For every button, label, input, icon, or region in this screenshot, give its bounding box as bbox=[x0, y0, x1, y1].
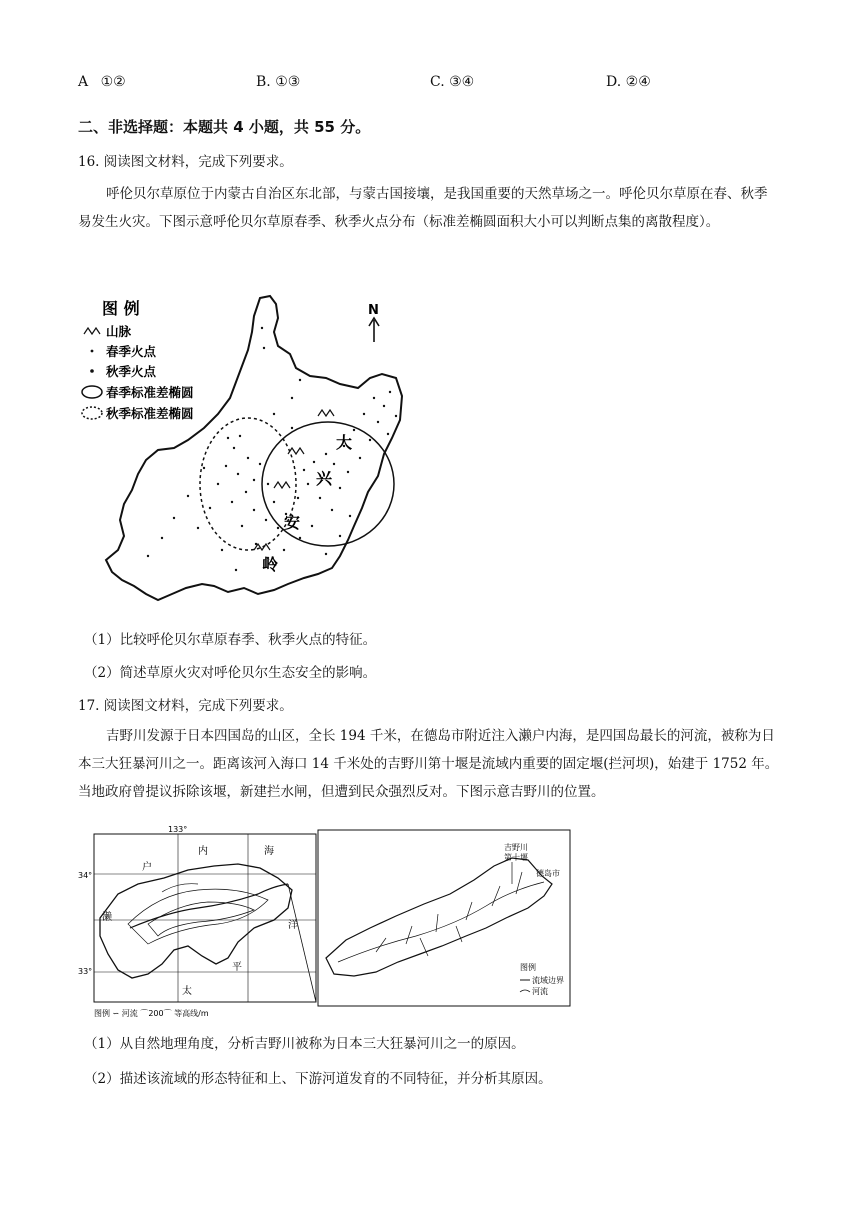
sea-char-2: 海 bbox=[264, 846, 274, 857]
option-b-text: ①③ bbox=[275, 74, 301, 90]
range-char-2: 兴 bbox=[316, 469, 333, 488]
legend-autumn-point-icon bbox=[90, 369, 94, 373]
range-char-3: 安 bbox=[284, 513, 301, 532]
legend-spring-point: 春季火点 bbox=[106, 344, 157, 359]
option-a-text: ①② bbox=[100, 74, 126, 90]
legend-autumn-ellipse-icon bbox=[82, 407, 102, 419]
sea-char-3: 户 bbox=[142, 862, 152, 873]
option-d-text: ②④ bbox=[625, 74, 651, 90]
option-a[interactable] bbox=[78, 74, 126, 90]
left-map-legend: 图例 ∽ 河流 ⌒200⌒ 等高线/m bbox=[94, 1009, 209, 1018]
q17-paragraph: 吉野川发源于日本四国岛的山区，全长 194 千米，在德岛市附近注入濑户内海，是四国岛最长的河流，被称为日本三大狂暴河川之一。距离该河入海口 14 千米处的吉野川第十堰是流域内重要的固定堰(拦河坝)，始建于 1752 年。当地政府曾提议拆除该堰，新建拦水闸，但遭到民众强烈反对。下图示意吉野川的位置。 bbox=[78, 728, 779, 800]
sea-char-1: 内 bbox=[198, 846, 208, 857]
lat-label-top: 34° bbox=[78, 871, 93, 880]
range-char-1: 大 bbox=[336, 433, 353, 452]
city-label: 德岛市 bbox=[536, 869, 560, 878]
q17-sub2: （2）描述该流域的形态特征和上、下游河道发育的不同特征，并分析其原因。 bbox=[84, 1071, 552, 1087]
right-legend-title: 图例 bbox=[520, 963, 536, 972]
weir-label-2: 第十堰 bbox=[504, 853, 528, 862]
autumn-ellipse bbox=[200, 418, 296, 550]
option-c-text: ③④ bbox=[449, 74, 475, 90]
right-legend-1: 流域边界 bbox=[532, 976, 564, 985]
ocean-char-2: 平 bbox=[232, 962, 242, 973]
option-d[interactable] bbox=[606, 74, 651, 90]
option-b[interactable] bbox=[256, 74, 300, 90]
section-title: 二、非选择题：本题共 4 小题，共 55 分。 bbox=[78, 118, 371, 136]
river-network bbox=[338, 872, 544, 962]
q16-title: 16. 阅读图文材料，完成下列要求。 bbox=[78, 154, 293, 170]
lon-label: 133° bbox=[168, 825, 188, 834]
option-a-letter: A bbox=[78, 74, 89, 90]
basin-boundary bbox=[326, 858, 552, 976]
q16-sub1: （1）比较呼伦贝尔草原春季、秋季火点的特征。 bbox=[84, 632, 377, 648]
legend-autumn-point: 秋季火点 bbox=[106, 364, 157, 379]
legend-spring-point-icon bbox=[91, 350, 94, 353]
legend-spring-ellipse-icon bbox=[82, 386, 102, 398]
island-outline bbox=[100, 864, 292, 978]
option-c[interactable] bbox=[430, 74, 474, 90]
legend-mountain: 山脉 bbox=[106, 324, 132, 339]
q16-sub2: （2）简述草原火灾对呼伦贝尔生态安全的影响。 bbox=[84, 665, 377, 681]
option-b-letter: B. bbox=[256, 74, 271, 90]
region-outline bbox=[106, 296, 402, 600]
q17-sub1: （1）从自然地理角度，分析吉野川被称为日本三大狂暴河川之一的原因。 bbox=[84, 1036, 525, 1052]
legend-mountain-icon bbox=[84, 328, 100, 334]
range-char-4: 岭 bbox=[262, 555, 279, 574]
sea-char-4: 濑 bbox=[102, 912, 112, 923]
river-main bbox=[130, 884, 288, 928]
ocean-char-3: 太 bbox=[182, 986, 192, 997]
legend-title: 图 例 bbox=[102, 299, 140, 318]
lat-label-bottom: 33° bbox=[78, 967, 93, 976]
yoshino-basin-map bbox=[316, 828, 574, 1010]
option-d-letter: D. bbox=[606, 74, 622, 90]
q16-paragraph: 呼伦贝尔草原位于内蒙古自治区东北部，与蒙古国接壤，是我国重要的天然草场之一。呼伦贝尔草原在春、秋季易发生火灾。下图示意呼伦贝尔草原春季、秋季火点分布（标准差椭圆面积大小可以判断点集的离散程度）。 bbox=[78, 186, 768, 230]
option-c-letter: C. bbox=[430, 74, 445, 90]
ocean-char-1: 洋 bbox=[288, 920, 298, 931]
hulunbuir-fire-map bbox=[78, 288, 418, 612]
shikoku-location-map bbox=[78, 824, 318, 1018]
legend-autumn-ellipse: 秋季标准差椭圆 bbox=[106, 406, 194, 421]
q17-title: 17. 阅读图文材料，完成下列要求。 bbox=[78, 698, 293, 714]
weir-label-1: 吉野川 bbox=[504, 843, 528, 852]
legend-spring-ellipse: 春季标准差椭圆 bbox=[106, 385, 194, 400]
fire-points bbox=[147, 327, 397, 571]
right-legend-2: 河流 bbox=[532, 987, 548, 996]
north-label: N bbox=[368, 303, 379, 318]
